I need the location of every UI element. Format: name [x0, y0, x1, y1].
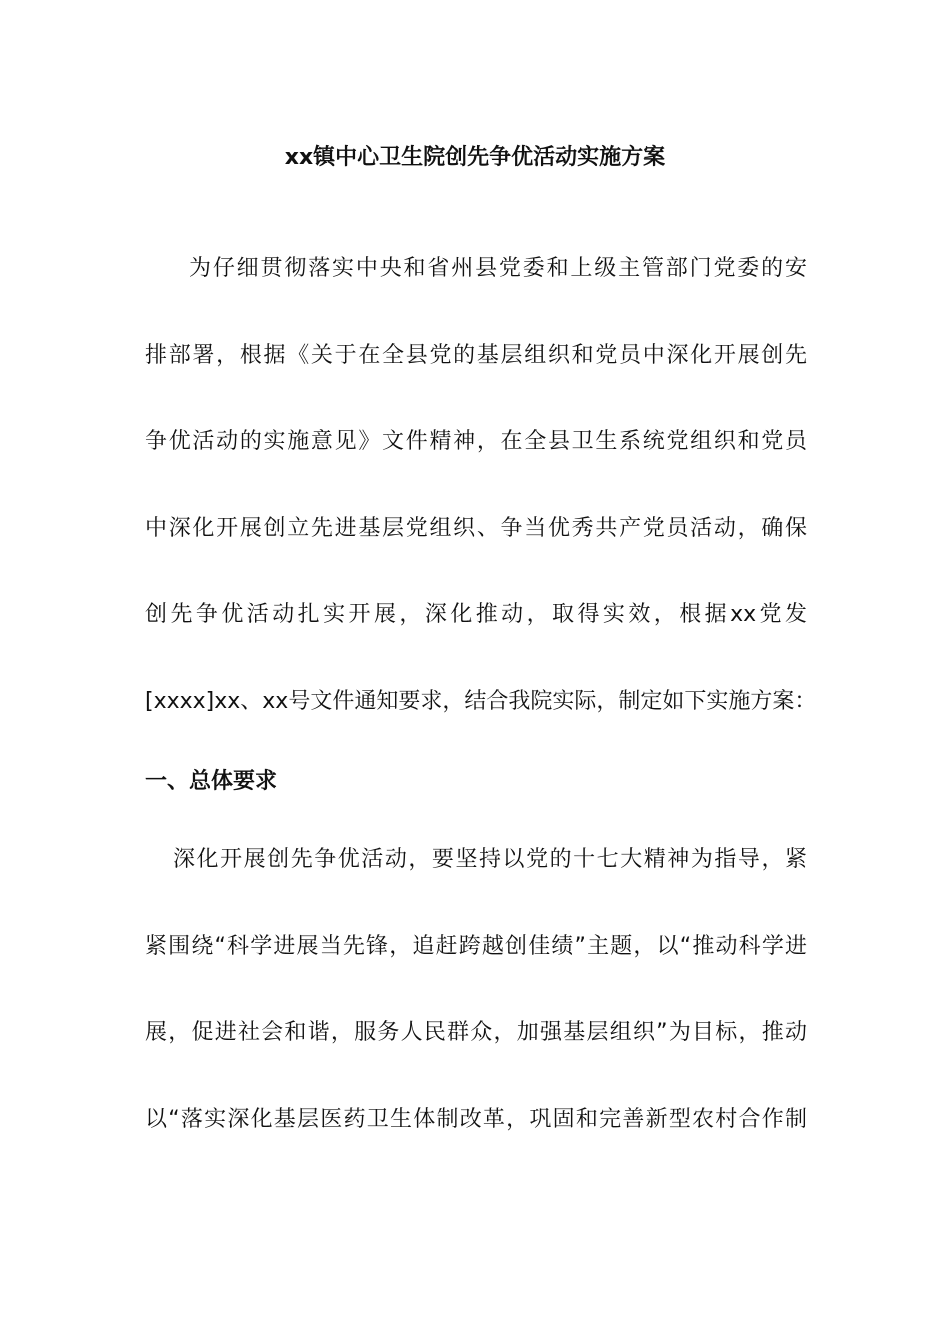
intro-line-1: 为仔细贯彻落实中央和省州县党委和上级主管部门党委的安	[189, 256, 807, 281]
intro-line-4: 中深化开展创立先进基层党组织、争当优秀共产党员活动，确保	[145, 516, 807, 541]
intro-line-6: [xxxx]xx、xx号文件通知要求，结合我院实际，制定如下实施方案：	[145, 689, 817, 714]
section1-line-2: 紧围绕“科学进展当先锋，追赶跨越创佳绩”主题，以“推动科学进	[145, 934, 807, 959]
intro-line-2: 排部署，根据《关于在全县党的基层组织和党员中深化开展创先	[145, 343, 807, 368]
intro-line-5: 创先争优活动扎实开展，深化推动，取得实效，根据xx党发	[145, 602, 807, 627]
section1-line-1: 深化开展创先争优活动，要坚持以党的十七大精神为指导，紧	[173, 847, 807, 872]
section1-line-3: 展，促进社会和谐，服务人民群众，加强基层组织”为目标，推动	[145, 1020, 807, 1045]
intro-line-3: 争优活动的实施意见》文件精神，在全县卫生系统党组织和党员	[145, 429, 807, 454]
section1-line-4: 以“落实深化基层医药卫生体制改革，巩固和完善新型农村合作制	[145, 1107, 807, 1132]
section-heading-overall-requirements: 一、总体要求	[145, 769, 278, 794]
document-title: xx镇中心卫生院创先争优活动实施方案	[284, 145, 666, 170]
